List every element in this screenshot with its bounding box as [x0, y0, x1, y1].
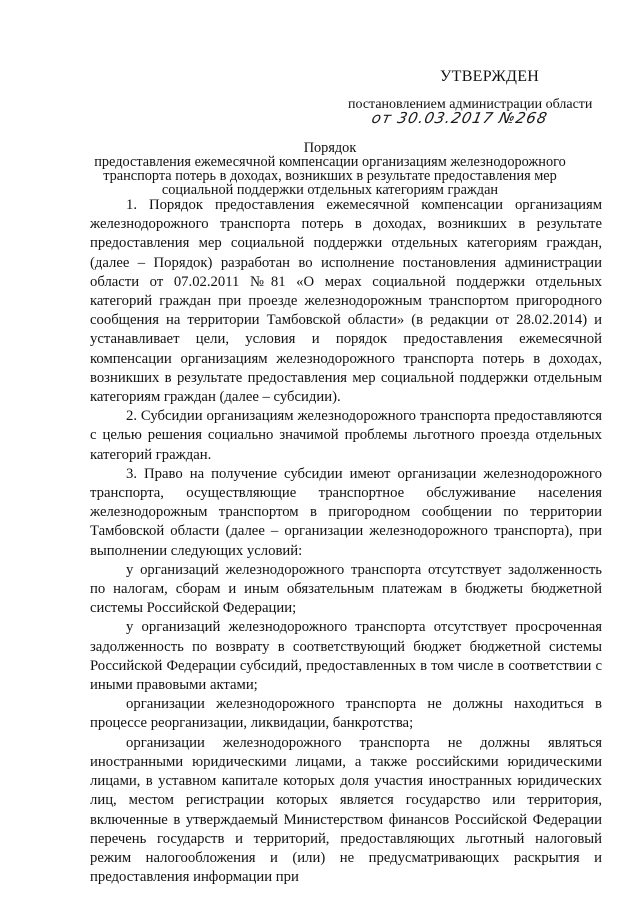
paragraph-2: 2. Субсидии организациям железнодорожного транспорта предоставляются с целью решения социально значимой проблемы льготного проезда отдельных категорий граждан.: [90, 408, 602, 463]
approved-heading: УТВЕРЖДЕН: [440, 68, 540, 85]
title-line: социальной поддержки отдельных категориям граждан: [161, 182, 499, 198]
document-title: [60, 141, 600, 197]
paragraph-1: 1. Порядок предоставления ежемесячной компенсации организациям железнодорожного транспорта потерь в доходах, возникших в результате предоставления мер социальной поддержки отдельных категориям граждан, (далее – Порядок) разработан во исполнение постановления администрации области от 07.02.2011 №81 «О мерах социальной поддержки отдельных категорий граждан при проезде железнодорожным транспортом пригородного сообщения на территории Тамбовской области» (в редакции от 28.02.2014) и устанавливает цели, условия и порядок предоставления ежемесячной компенсации организациям железнодорожного транспорта потерь в доходах, возникших в результате предоставления мер социальной поддержки отдельным категориям граждан (далее – субсидии).: [90, 197, 602, 406]
condition-foreign-entities: организации железнодорожного транспорта не должны являться иностранными юридическими лицами, а также российскими юридическими лицами, в уставном капитале которых доля участия иностранных юридических лиц, местом регистрации которых является государство или территория, включенные в утверждаемый Министерством финансов Российской Федерации перечень государств и территорий, предоставляющих льготный налоговый режим налогообложения и (или) не предусматривающих раскрытия и предоставления информации при: [90, 734, 602, 886]
condition-taxes: у организаций железнодорожного транспорта отсутствует задолженность по налогам, сборам и иным обязательным платежам в бюджеты бюджетной системы Российской Федерации;: [90, 561, 602, 617]
title-line: Порядок: [303, 140, 357, 156]
condition-overdue-debt: у организаций железнодорожного транспорта отсутствует просроченная задолженность по возврату в соответствующий бюджет бюджетной системы Российской Федерации субсидий, предоставленных в том числе в соответствии с иными правовыми актами;: [90, 619, 602, 694]
paragraph-3: 3. Право на получение субсидии имеют организации железнодорожного транспорта, осуществляющие транспортное обслуживание населения железнодорожным транспортом в пригородном сообщении по территории Тамбовской области (далее – организации железнодорожного транспорта), при выполнении следующих условий:: [90, 465, 602, 559]
handwritten-date-number: от 30.03.2017 №268: [370, 109, 550, 127]
title-line: предоставления ежемесячной компенсации организациям железнодорожного: [94, 154, 566, 170]
decree-line: постановлением администрации области: [348, 97, 593, 112]
title-line: транспорта потерь в доходах, возникших в результате предоставления мер: [103, 168, 557, 184]
document-body: [90, 196, 602, 887]
condition-reorganization: организации железнодорожного транспорта не должны находиться в процессе реорганизации, ликвидации, банкротства;: [90, 696, 602, 732]
